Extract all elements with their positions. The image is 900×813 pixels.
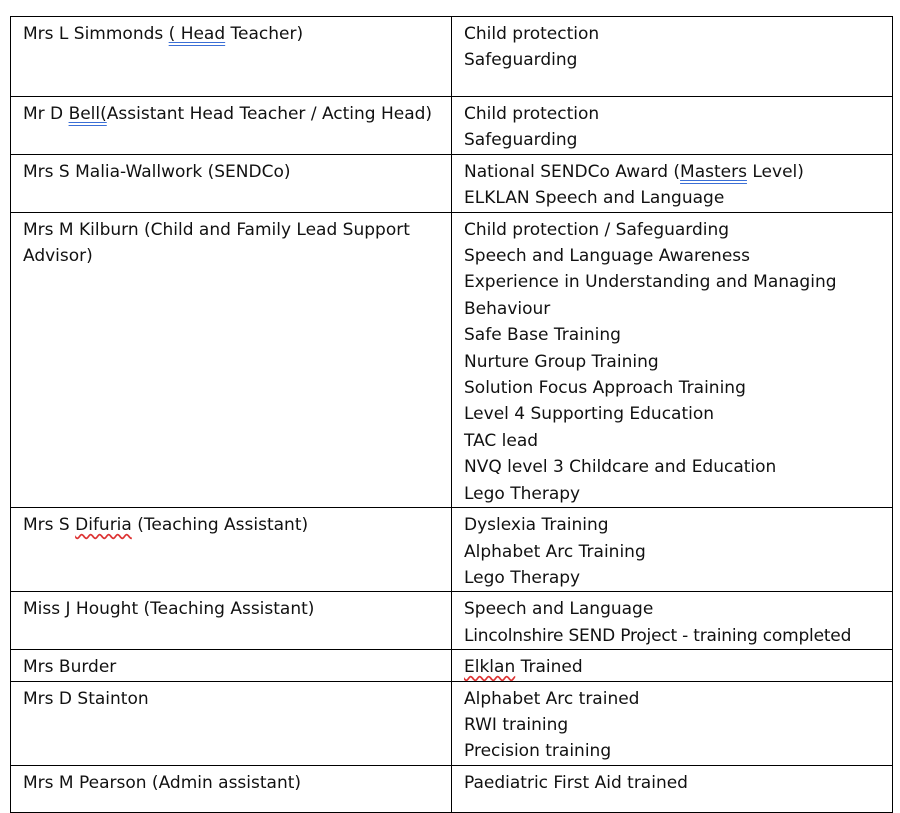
table-row xyxy=(11,212,893,507)
staff-name-part: Mrs L Simmonds xyxy=(23,24,169,44)
training-cell xyxy=(452,212,893,507)
staff-name-cell xyxy=(11,681,452,765)
training-cell xyxy=(452,681,893,765)
staff-name-cell xyxy=(11,212,452,507)
staff-name: Mrs S Malia-Wallwork (SENDCo) xyxy=(23,161,291,182)
training-item-part: National SENDCo Award ( xyxy=(464,161,681,182)
training-item: Speech and Language Awareness xyxy=(464,246,750,267)
training-item: Child protection xyxy=(464,104,600,124)
training-item: TAC lead xyxy=(464,430,539,451)
spelling-flagged-text: Difuria xyxy=(75,515,132,536)
grammar-flagged-text: Bell( xyxy=(68,104,107,124)
table-row xyxy=(11,681,893,765)
training-item: Safeguarding xyxy=(464,50,578,71)
training-item: Alphabet Arc trained xyxy=(464,688,640,709)
training-item: Precision training xyxy=(464,741,612,762)
training-item: ELKLAN Speech and Language xyxy=(464,188,725,209)
staff-name: Mrs M Kilburn (Child and Family Lead Support Advisor) xyxy=(23,219,410,267)
staff-name: Mrs Burder xyxy=(23,657,117,678)
training-cell xyxy=(452,17,893,97)
staff-name-part: Mrs S xyxy=(23,515,76,536)
training-item: RWI training xyxy=(464,714,569,735)
training-item-part: Trained xyxy=(515,657,583,678)
training-cell xyxy=(452,508,893,592)
training-item: Lego Therapy xyxy=(464,483,581,504)
training-item: Behaviour xyxy=(464,298,551,319)
training-item: Child protection / Safeguarding xyxy=(464,219,730,240)
table-row xyxy=(11,97,893,155)
training-item: Solution Focus Approach Training xyxy=(464,378,746,399)
staff-name-cell xyxy=(11,17,452,97)
staff-name-part: Assistant Head Teacher / Acting Head) xyxy=(106,104,433,124)
training-item: Lego Therapy xyxy=(464,567,581,588)
training-cell xyxy=(452,97,893,155)
staff-name-cell xyxy=(11,154,452,212)
training-cell xyxy=(452,650,893,681)
grammar-flagged-text: Masters xyxy=(680,161,747,182)
training-item: Experience in Understanding and Managing xyxy=(464,272,837,293)
training-item: Nurture Group Training xyxy=(464,351,659,372)
training-item: Child protection xyxy=(464,24,600,44)
staff-name-cell xyxy=(11,97,452,155)
training-item: Paediatric First Aid trained xyxy=(464,772,688,793)
grammar-flagged-text: ( Head xyxy=(168,24,226,44)
staff-name: Mrs D Stainton xyxy=(23,688,149,709)
staff-name-part: Mr D xyxy=(23,104,69,124)
training-item: Level 4 Supporting Education xyxy=(464,404,715,425)
staff-name-part: (Teaching Assistant) xyxy=(131,515,309,536)
training-item: Speech and Language xyxy=(464,599,654,620)
staff-name: Mrs M Pearson (Admin assistant) xyxy=(23,772,302,793)
staff-name-part: Teacher) xyxy=(225,24,304,44)
staff-name-cell xyxy=(11,650,452,681)
training-item: Lincolnshire SEND Project - training completed xyxy=(464,625,852,646)
training-item: Safe Base Training xyxy=(464,325,621,346)
table-row xyxy=(11,154,893,212)
staff-name: Miss J Hought (Teaching Assistant) xyxy=(23,599,315,620)
training-cell xyxy=(452,154,893,212)
table-row xyxy=(11,592,893,650)
training-item: NVQ level 3 Childcare and Education xyxy=(464,457,777,478)
staff-name-cell xyxy=(11,765,452,812)
table-row xyxy=(11,650,893,681)
training-item: Dyslexia Training xyxy=(464,515,609,536)
training-item: Alphabet Arc Training xyxy=(464,541,646,562)
table-row xyxy=(11,508,893,592)
staff-name-cell xyxy=(11,592,452,650)
training-item: Safeguarding xyxy=(464,130,578,151)
training-item-part: Level) xyxy=(746,161,804,182)
spelling-flagged-text: Elklan xyxy=(464,657,516,678)
staff-name-cell xyxy=(11,508,452,592)
table-row xyxy=(11,765,893,812)
staff-training-table xyxy=(10,16,893,813)
training-cell xyxy=(452,765,893,812)
table-row xyxy=(11,17,893,97)
training-cell xyxy=(452,592,893,650)
